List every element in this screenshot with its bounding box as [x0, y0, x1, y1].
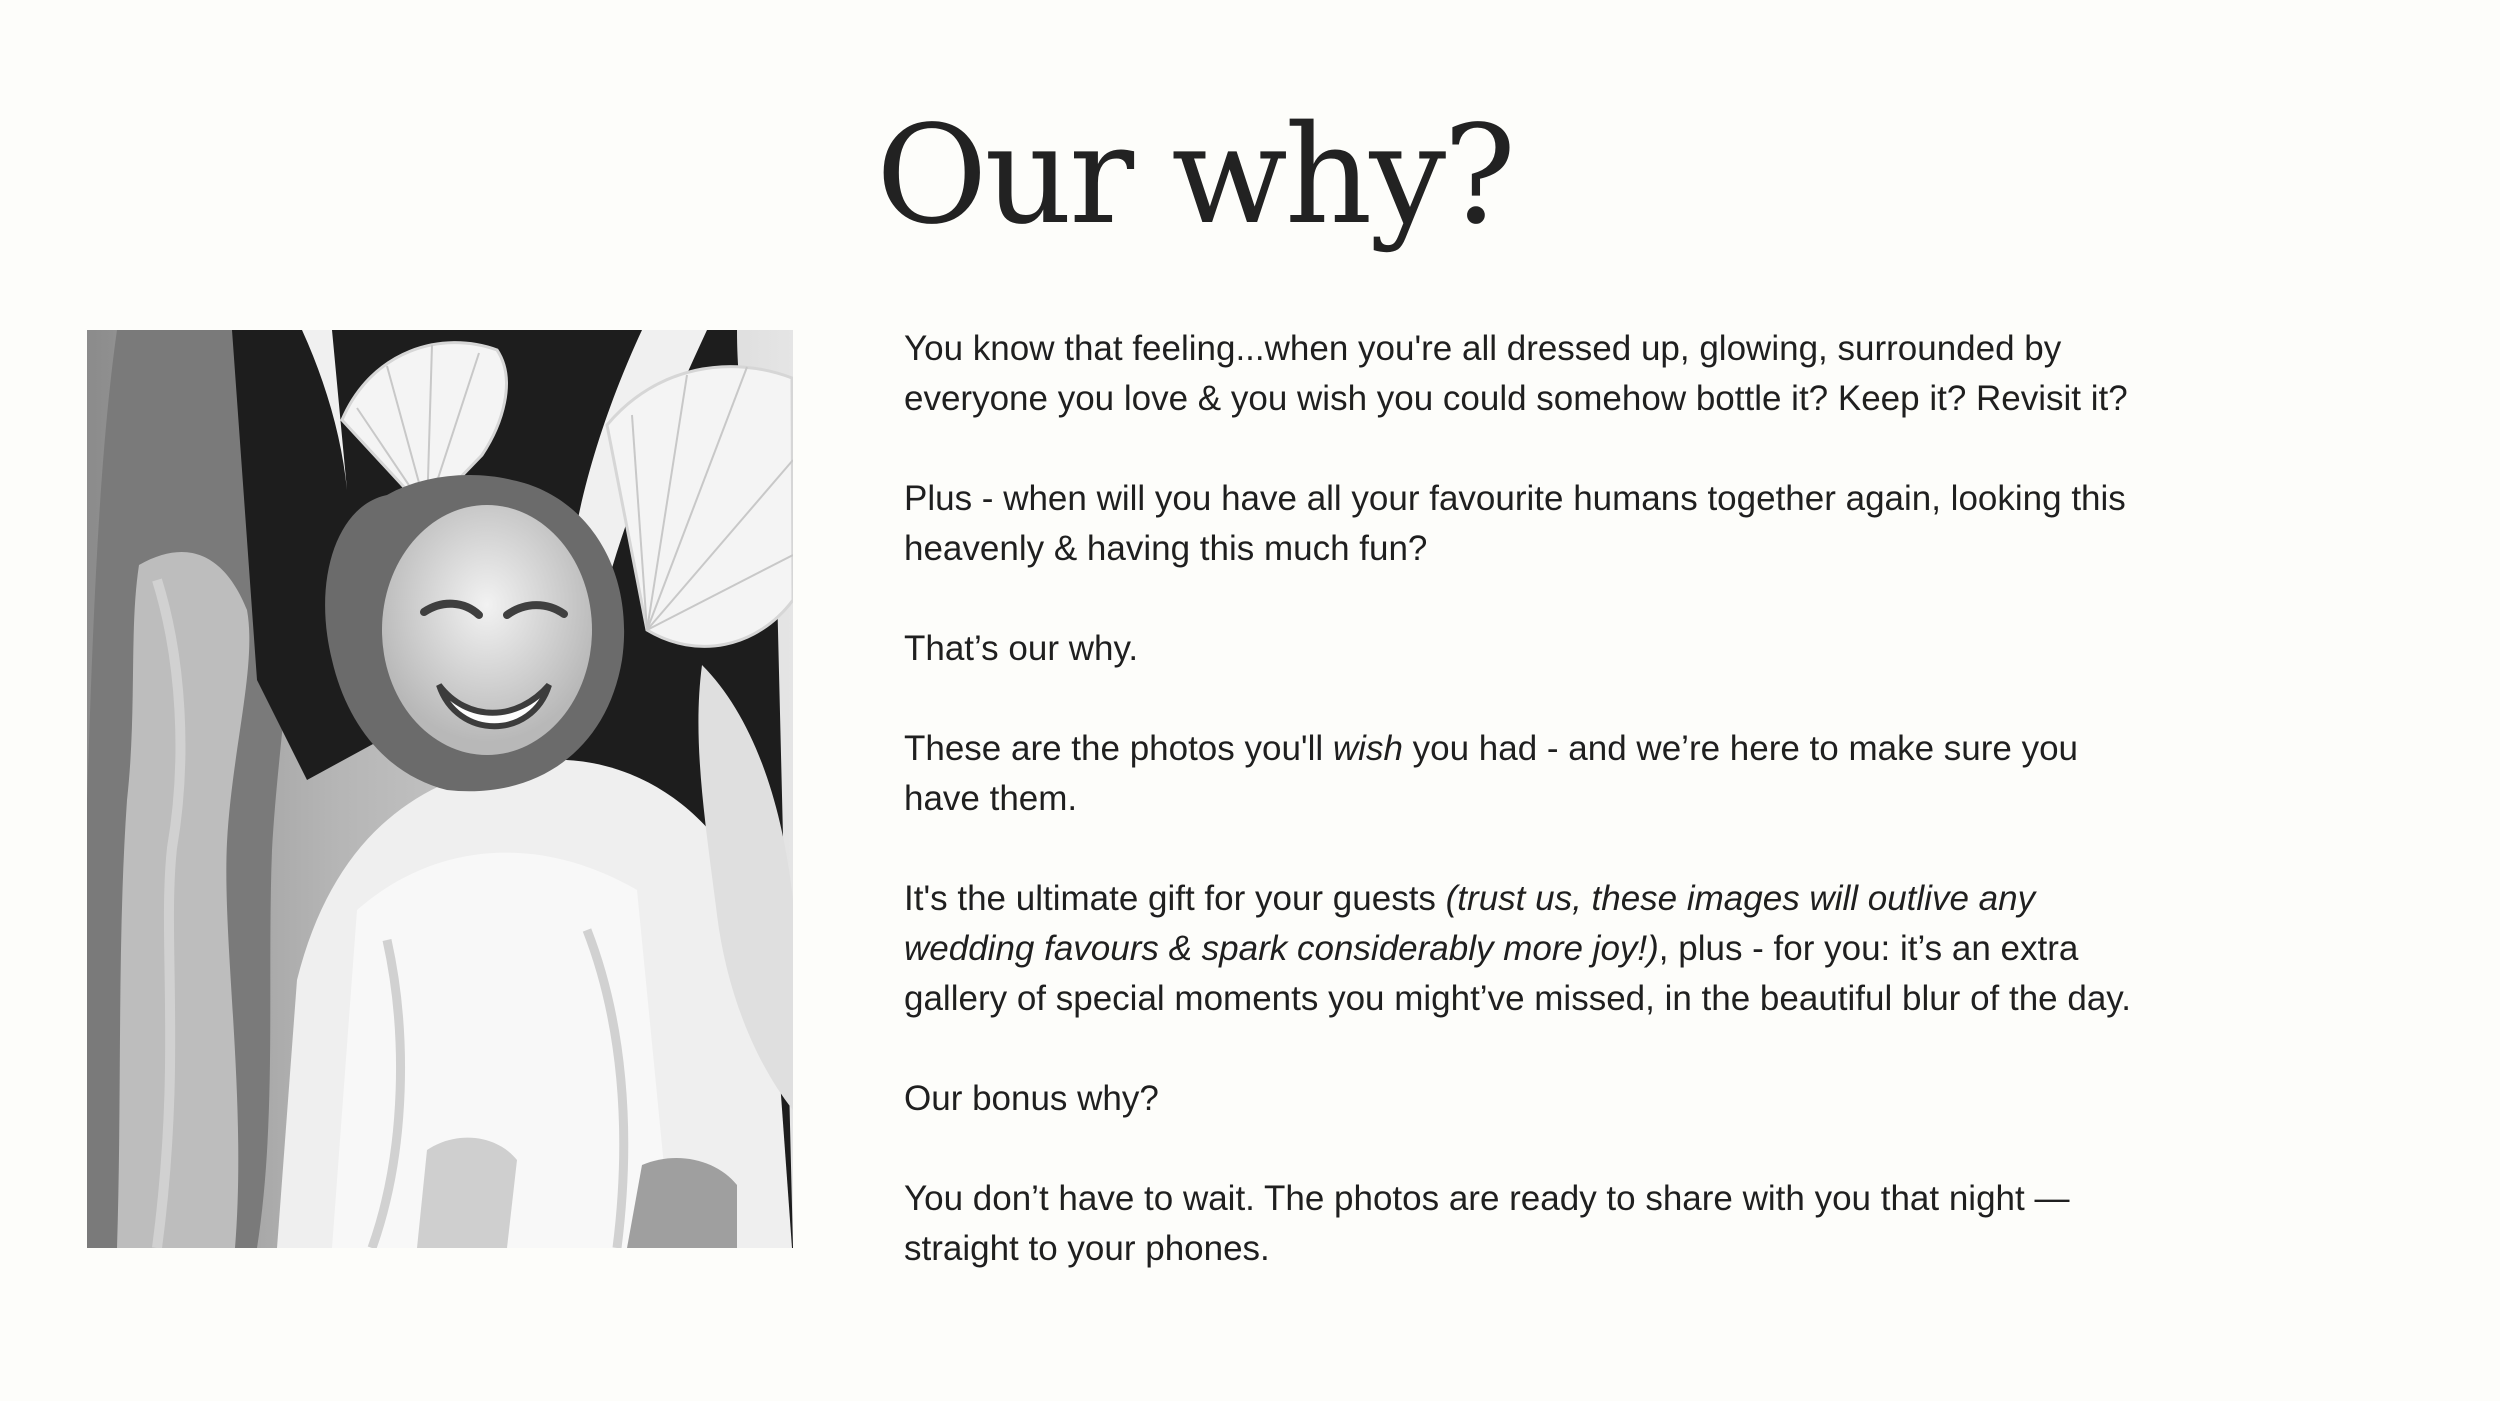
gift-text-after: , plus - for you: it’s an extra gallery of special moments you might’ve missed, in the beautiful blur of the day.	[904, 929, 2131, 1018]
photos-wish-paragraph	[904, 724, 2144, 824]
page-title: Our why?	[876, 97, 1514, 255]
photos-wish-text-after: you had - and we’re here to make sure you have them.	[904, 729, 2079, 818]
gift-italic-note: (trust us, these images will outlive any wedding favours & spark considerably more joy!)	[904, 879, 2036, 968]
wish-emphasis: wish	[1332, 729, 1403, 768]
photos-wish-text-before: These are the photos you'll	[904, 729, 1333, 768]
plus-paragraph: Plus - when will you have all your favourite humans together again, looking this heavenly & having this much fun?	[904, 479, 2126, 568]
story-copy	[904, 324, 2144, 1274]
gift-text-before: It's the ultimate gift for your guests	[904, 879, 1446, 918]
gift-paragraph	[904, 874, 2144, 1024]
wedding-guests-laughing-photo	[87, 330, 793, 1248]
bonus-heading: Our bonus why?	[904, 1079, 1159, 1118]
intro-paragraph: You know that feeling...when you're all dressed up, glowing, surrounded by everyone you love & you wish you could somehow bottle it? Keep it? Revisit it?	[904, 329, 2128, 418]
our-why-paragraph: That’s our why.	[904, 629, 1139, 668]
bonus-paragraph: You don’t have to wait. The photos are ready to share with you that night — straight to your phones.	[904, 1179, 2070, 1268]
